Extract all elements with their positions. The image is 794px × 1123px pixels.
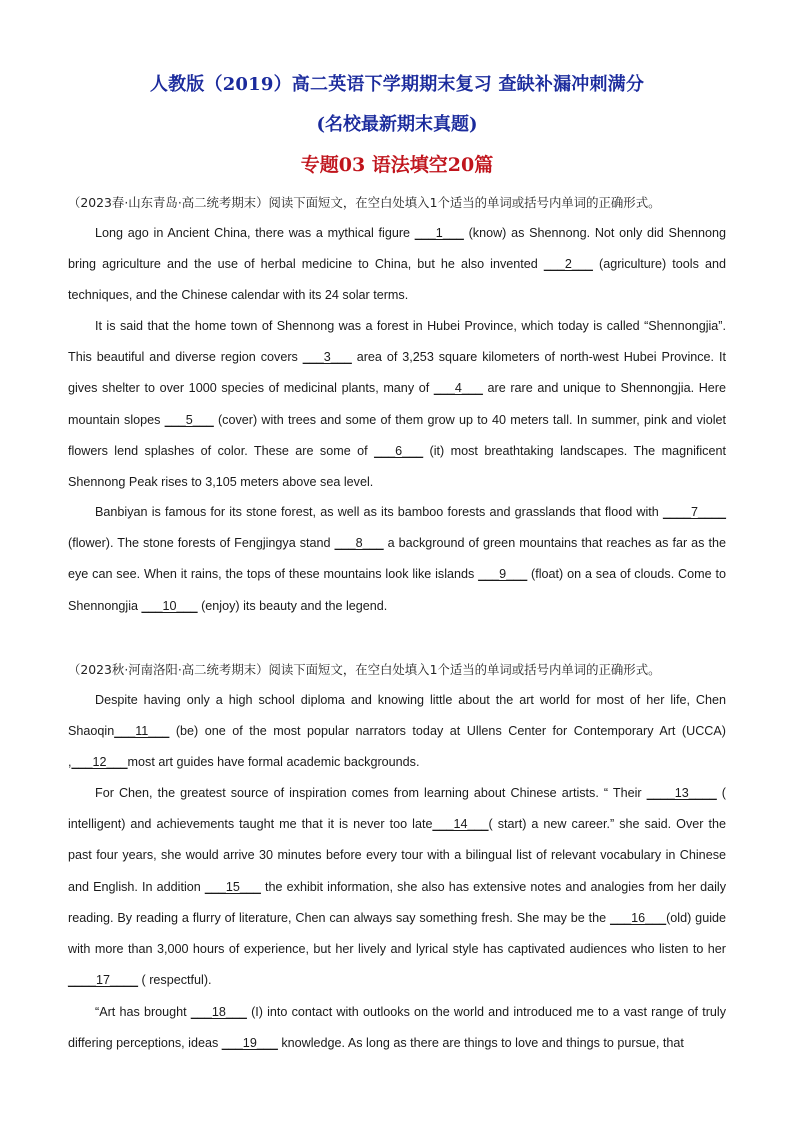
text-segment: ( intelligent) and achievements taught me that it is never too late <box>68 786 726 832</box>
blank-8: ___8___ <box>334 536 384 551</box>
text-segment: “Art has brought <box>95 1005 191 1019</box>
passage1-paragraph-2 <box>68 311 726 498</box>
passage1-paragraph-3 <box>68 497 726 622</box>
topic-title: 专题03 语法填空20篇 <box>300 154 494 176</box>
blank-2: ___2___ <box>543 257 593 272</box>
text-segment: (know) as Shennong. Not only did Shennong bring agriculture and the use of herbal medicine to China, but he also invented <box>68 226 726 272</box>
blank-16: ___16___ <box>610 910 667 925</box>
blank-3: ___3___ <box>302 350 352 365</box>
blank-17: ____17____ <box>68 973 139 988</box>
blank-13: ____13____ <box>646 786 717 800</box>
text-segment: area of 3,253 square kilometers of north-west Hubei Province. It gives shelter to over 1000 species of medicinal plants, many of <box>68 350 726 396</box>
passage1-instruction: （2023春·山东青岛·高二统考期末）阅读下面短文，在空白处填入1个适当的单词或括号内单词的正确形式。 <box>68 195 661 210</box>
text-segment: (flower). The stone forests of Fengjingya stand <box>68 536 335 551</box>
blank-10: ___10___ <box>141 598 198 613</box>
text-segment: Banbiyan is famous for its stone forest, as well as its bamboo forests and grasslands that flood with <box>95 505 663 519</box>
text-segment: (agriculture) tools and techniques, and the Chinese calendar with its 24 solar terms. <box>68 257 726 303</box>
text-segment: (enjoy) its beauty and the legend. <box>197 598 388 613</box>
blank-4: ___4___ <box>433 381 483 396</box>
text-segment: (I) into contact with outlooks on the world and introduced me to a vast range of truly differing perceptions, ideas <box>68 1005 726 1051</box>
blank-18: ___18___ <box>190 1005 247 1019</box>
text-segment: Long ago in Ancient China, there was a mythical figure <box>95 226 415 240</box>
text-segment: (float) on a sea of clouds. Come to Shennongjia <box>68 567 726 613</box>
passage2-instruction: （2023秋·河南洛阳·高二统考期末）阅读下面短文，在空白处填入1个适当的单词或括号内单词的正确形式。 <box>68 662 661 677</box>
text-segment: (be) one of the most popular narrators today at Ullens Center for Contemporary Art (UCCA) , <box>68 724 726 770</box>
blank-19: ___19___ <box>221 1036 278 1051</box>
passage2-paragraph-3 <box>68 997 726 1059</box>
blank-11: ___11___ <box>114 724 170 739</box>
text-segment: It is said that the home town of Shennong was a forest in Hubei Province, which today is called “Shennongjia”. This beautiful and diverse region covers <box>68 319 726 365</box>
text-segment: knowledge. As long as there are things to love and things to pursue, that <box>277 1036 684 1051</box>
text-segment: ( respectful). <box>138 973 212 988</box>
blank-6: ___6___ <box>374 443 424 458</box>
document-title: 人教版（2019）高二英语下学期期末复习 查缺补漏冲刺满分 <box>149 74 645 95</box>
text-segment: are rare and unique to Shennongjia. Here mountain slopes <box>68 381 726 427</box>
blank-9: ___9___ <box>478 567 528 582</box>
document-subtitle: (名校最新期末真题) <box>316 114 478 135</box>
text-segment: (cover) with trees and some of them grow up to 40 meters tall. In summer, pink and violet flowers lend splashes of color. These are some of <box>68 412 726 458</box>
blank-5: ___5___ <box>164 412 214 427</box>
text-segment: the exhibit information, she also has extensive notes and analogies from her daily reading. By reading a flurry of literature, Chen can always say something fresh. She may be the <box>68 879 726 925</box>
text-segment: For Chen, the greatest source of inspiration comes from learning about Chinese artists. “ Their <box>95 786 647 800</box>
passage2-paragraph-1 <box>68 685 726 779</box>
blank-7: ____7____ <box>662 505 726 519</box>
text-segment: ( start) a new career.” she said. Over the past four years, she would arrive 30 minutes before every tour with a bilingual list of relevant vocabulary in Chinese and English. In addition <box>68 817 726 894</box>
text-segment: Despite having only a high school diploma and knowing little about the art world for most of her life, Chen Shaoqin <box>68 693 726 739</box>
blank-15: ___15___ <box>204 879 261 894</box>
text-segment: a background of green mountains that reaches as far as the eye can see. When it rains, the tops of these mountains look like islands <box>68 536 727 582</box>
passage2-paragraph-2 <box>68 778 726 996</box>
passage1-paragraph-1 <box>68 218 726 312</box>
blank-12: ___12___ <box>71 755 128 770</box>
text-segment: most art guides have formal academic backgrounds. <box>127 755 420 770</box>
text-segment: (it) most breathtaking landscapes. The magnificent Shennong Peak rises to 3,105 meters above sea level. <box>68 443 726 490</box>
blank-14: ___14___ <box>432 817 489 832</box>
text-segment: (old) guide with more than 3,000 hours of experience, but her lively and lyrical style has captivated audiences who listen to her <box>68 910 727 957</box>
blank-1: ___1___ <box>414 226 464 240</box>
